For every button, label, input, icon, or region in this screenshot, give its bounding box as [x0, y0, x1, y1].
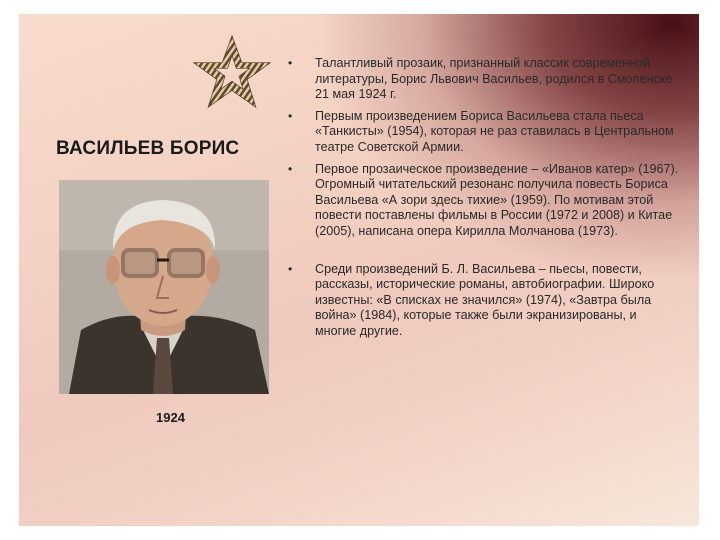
bullet-text: Талантливый прозаик, признанный классик современной литературы, Борис Львович Васильев, родился в Смоленске 21 мая 1924 г. [315, 56, 673, 102]
list-item [284, 262, 679, 340]
list-item [284, 162, 679, 240]
soviet-star-icon [190, 34, 274, 114]
bullet-icon: • [288, 261, 293, 276]
bullet-text: Первое прозаическое произведение – «Иванов катер» (1967). Огромный читательский резонанс получила повесть Бориса Васильева «А зори здесь тихие» (1959). По мотивам этой повести поставлены фильмы в России (1972 и 2008) и Китае (2005), написана опера Кирилла Молчанова (1973). [315, 161, 679, 238]
slide [19, 14, 699, 526]
bullet-icon: • [288, 108, 293, 123]
portrait-photo [59, 180, 269, 394]
list-item [284, 109, 679, 156]
bullet-icon: • [288, 161, 293, 176]
photo-caption-year: 1924 [156, 410, 185, 425]
biography-bullet-list [284, 56, 679, 346]
list-item [284, 56, 679, 103]
page-title: ВАСИЛЬЕВ БОРИС [56, 138, 240, 159]
bullet-text: Первым произведением Бориса Васильева стала пьеса «Танкисты» (1954), которая не раз ставилась в Центральном театре Советской Армии. [315, 108, 674, 154]
bullet-text: Среди произведений Б. Л. Васильева – пьесы, повести, рассказы, исторические романы, автобиографии. Широко известны: «В списках не значился» (1974), «Завтра была война» (1984), которые также были экранизированы, и многие другие. [315, 261, 655, 338]
bullet-icon: • [288, 56, 293, 70]
